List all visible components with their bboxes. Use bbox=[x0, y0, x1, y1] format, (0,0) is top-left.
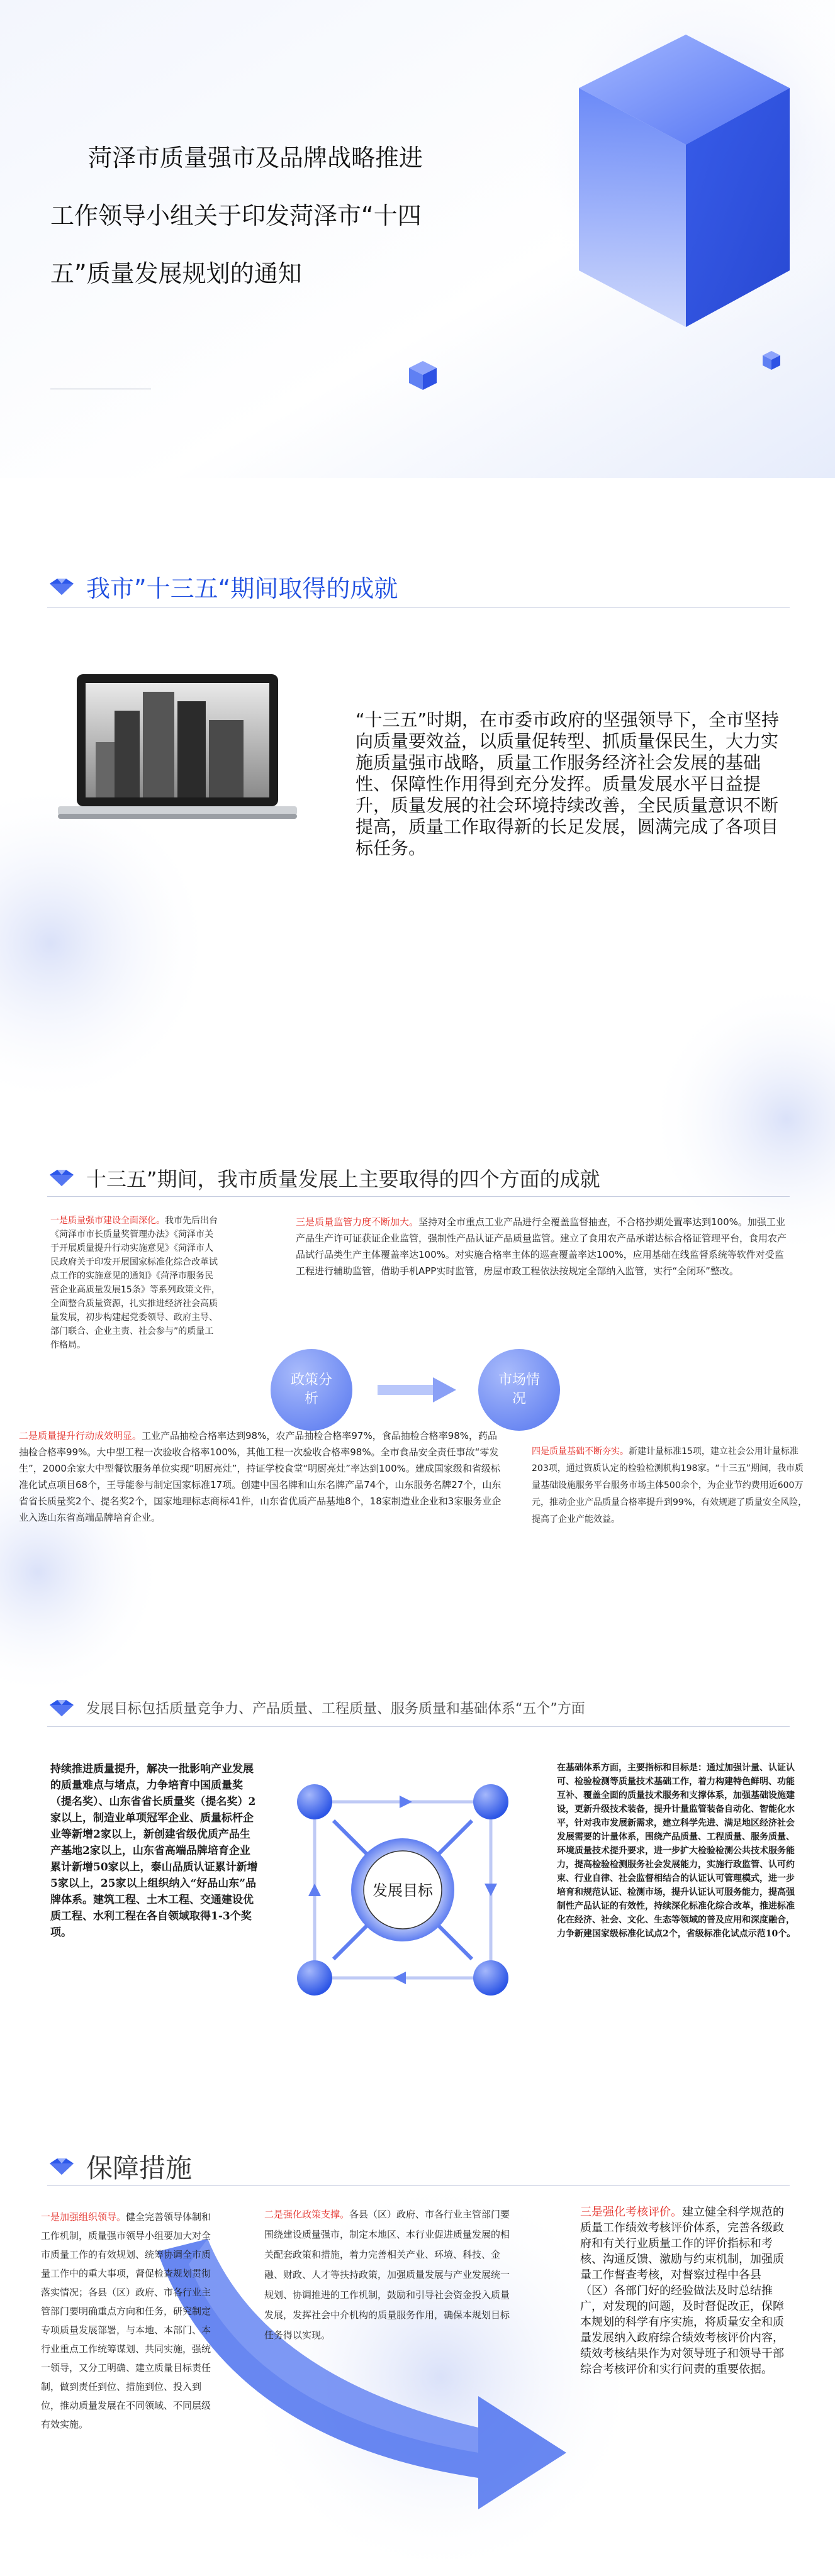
achievements-title: 我市”十三五“期间取得的成就 bbox=[86, 575, 398, 602]
page-title bbox=[50, 129, 503, 303]
diamond-icon bbox=[47, 1699, 76, 1718]
four-aspects-title: 十三五”期间，我市质量发展上主要取得的四个方面的成就 bbox=[86, 1167, 600, 1191]
guarantee-2-body: 各县（区）政府、市各行业主管部门要围绕建设质量强市，制定本地区、本行业促进质量发展的相关配套政策和措施，着力完善相关产业、环境、科技、金融、财政、人才等扶持政策，加强质量发展与产业发展统一规划、协调推进的工作机制，鼓励和引导社会资金投入质量发展，发挥社会中介机构的质量服务作用，确保本规划目标任务得以实现。 bbox=[264, 2209, 510, 2341]
four-aspects-header bbox=[47, 1163, 600, 1192]
aspect-1-lead: 一是质量强市建设全面深化。 bbox=[50, 1216, 165, 1226]
policy-analysis-circle bbox=[271, 1349, 352, 1431]
cube-illustration bbox=[579, 35, 790, 327]
right-arrow-icon bbox=[378, 1374, 459, 1406]
guarantee-col-1 bbox=[41, 2207, 214, 2434]
diamond-icon bbox=[47, 1169, 76, 1187]
five-goals-title: 发展目标包括质量竞争力、产品质量、工程质量、服务质量和基础体系“五个”方面 bbox=[86, 1701, 585, 1717]
guarantee-col-2 bbox=[264, 2204, 513, 2345]
aspect-item-4 bbox=[532, 1443, 809, 1528]
aspect-4-lead: 四是质量基础不断夯实。 bbox=[532, 1446, 629, 1457]
goals-center-label: 发展目标 bbox=[373, 1882, 433, 1899]
market-situation-label: 市场情况 bbox=[498, 1372, 540, 1407]
guarantee-rule bbox=[47, 2185, 790, 2186]
five-goals-left-text: 持续推进质量提升，解决一批影响产业发展的质量难点与堵点，力争培育中国质量奖（提名奖）、山东省省长质量奖（提名奖）2家以上，制造业单项冠军企业、质量标杆企业等新增2家以上，新创建省级优质产品生产基地2家以上，山东省高端品牌培育企业累计新增50家以上，泰山品质认证累计新增5家以上，25家以上组织纳入“好品山东”品牌体系。建筑工程、土木工程、交通建设优质工程、水利工程在各自领域取得1-3个奖项。 bbox=[50, 1763, 258, 1939]
guarantee-3-lead: 三是强化考核评价。 bbox=[580, 2206, 682, 2219]
five-goals-rule bbox=[47, 1726, 790, 1727]
achievements-header bbox=[47, 569, 398, 604]
achievements-rule bbox=[47, 607, 790, 608]
title-line-3: 五”质量发展规划的通知 bbox=[50, 260, 302, 287]
market-situation-circle bbox=[478, 1349, 560, 1431]
guarantee-3-body: 建立健全科学规范的质量工作绩效考核评价体系，完善各级政府和有关行业质量工作的评价指标和考核、沟通反馈、激励与约束机制，加强质量工作督查考核，对督察过程中各县（区）各部门好的经验做法及时总结推广，对发现的问题，及时督促改正，保障本规划的科学有序实施，将质量安全和质量发展纳入政府综合绩效考核评价内容，绩效考核结果作为对领导班子和领导干部综合考核评价和实行问责的重要依据。 bbox=[580, 2206, 784, 2376]
title-line-1: 菏泽市质量强市及品牌战略推进 bbox=[88, 144, 423, 172]
five-goals-header bbox=[47, 1698, 585, 1718]
guarantee-title: 保障措施 bbox=[86, 2153, 193, 2184]
aspect-item-1 bbox=[50, 1214, 220, 1352]
four-aspects-rule bbox=[47, 1196, 790, 1197]
aspect-item-2 bbox=[19, 1428, 503, 1526]
aspect-2-lead: 二是质量提升行动成效明显。 bbox=[19, 1430, 142, 1441]
guarantee-1-lead: 一是加强组织领导。 bbox=[41, 2211, 126, 2223]
aspect-item-3 bbox=[296, 1214, 790, 1279]
guarantee-header bbox=[47, 2148, 192, 2185]
laptop-image bbox=[58, 673, 297, 830]
guarantee-col-3 bbox=[580, 2204, 788, 2377]
diamond-icon bbox=[47, 577, 76, 596]
aspect-2-body: 工业产品抽检合格率达到98%，农产品抽检合格率97%，食品抽检合格率98%，药品抽检合格率99%。大中型工程一次验收合格率100%，其他工程一次验收合格率98%。全市食品安全责任事故“零发生”，2000余家大中型餐饮服务单位实现“明厨亮灶”，持证学校食堂“明厨亮灶”率达到100%。建成国家级和省级标准化试点项目68个，王导能参与制定国家标准17项。创建中国名牌和山东名牌产品74个，山东服务名牌27个，山东省省长质量奖2个、提名奖2个，国家地理标志商标41件，山东省优质产品基地8个，18家制造业企业和3家服务业企业入选山东省高端品牌培育企业。 bbox=[19, 1430, 502, 1523]
five-goals-right-text: 在基础体系方面，主要指标和目标是：通过加强计量、认证认可、检验检测等质量技术基础工作，着力构建特色鲜明、功能互补、覆盖全面的质量技术服务和支撑体系，加强基础设施建设，更新升级技术装备，提升计量监管装备自动化、智能化水平，针对我市发展新需求，建立科学先进、满足地区经济社会发展需要的计量体系，围绕产品质量、工程质量、服务质量、环境质量技术提升要求，进一步扩大检验检测公共技术服务能力，提高检验检测服务社会发展能力，实施行政监管、认可约束、行业自律、社会监督相结合的认证认可管理模式，进一步培育和规范认证、检测市场，提升认证认可服务能力，提高强制性产品认证的有效性，持续深化标准化综合改革，推进标准化在经济、社会、文化、生态等领域的普及应用和深度融合，力争新建国家级标准化试点2个，省级标准化试点示范10个。 bbox=[557, 1763, 796, 1939]
guarantee-1-body: 健全完善领导体制和工作机制，质量强市领导小组要加大对全市质量工作的有效规划、统筹协调全市质量工作中的重大事项，督促检查规划贯彻落实情况；各县（区）政府、市各行业主管部门要明确重点方向和任务，研究制定专项质量发展部署，与本地、本部门、本行业重点工作统筹谋划、共同实施，强统一领导，又分工明确、建立质量目标责任制，做到责任到位、措施到位、投入到位，推动质量发展在不同领域、不同层级有效实施。 bbox=[41, 2211, 211, 2430]
achievements-paragraph: “十三五”时期，在市委市政府的坚强领导下，全市坚持向质量要效益，以质量促转型、抓质量保民生，大力实施质量强市战略，质量工作服务经济社会发展的基础性、保障性作用得到充分发挥。质量发展水平日益提升，质量发展的社会环境持续改善，全民质量意识不断提高，质量工作取得新的长足发展，圆满完成了各项目标任务。 bbox=[356, 709, 780, 858]
diamond-icon bbox=[47, 2157, 76, 2176]
title-line-2: 工作领导小组关于印发菏泽市“十四 bbox=[50, 202, 422, 230]
aspect-3-body: 坚持对全市重点工业产品进行全覆盖监督抽查，不合格抄期处置率达到100%。加强工业产品生产许可证获证企业监管，强制性产品认证产品质量监管。建立了食用农产品承诺达标合格证管理平台，食用农产品试行品类生产主体覆盖率达100%。对实施合格率主体的巡查覆盖率达100%，应用基础在线监督系统等软件对受监工程进行辅助监管，借助手机APP实时监管，房屋市政工程依法按规定全部纳入监管，实行“全闭环”整改。 bbox=[296, 1216, 787, 1277]
aspect-1-body: 我市先后出台《菏泽市市长质量奖管理办法》《菏泽市关于开展质量提升行动实施意见》《菏泽市人民政府关于印发开展国家标准化综合改革试点工作的实施意见的通知》《菏泽市服务民营企业高质量发展15条》等系列政策文件，全面整合质量资源，扎实推进经济社会高质量发展，初步构建起党委领导、政府主导、部门联合、企业主责、社会参与”的质量工作格局。 bbox=[50, 1216, 220, 1350]
guarantee-2-lead: 二是强化政策支撑。 bbox=[264, 2209, 350, 2220]
aspect-4-body: 新建计量标准15项，建立社会公用计量标准203项，通过资质认定的检验检测机构198家。“十三五”期间，我市质量基础设施服务平台服务市场主体500余个，为企业节约费用近600万元，推动企业产品质量合格率提升到99%，有效规避了质量安全风险，提高了企业产能效益。 bbox=[532, 1446, 807, 1524]
policy-analysis-label: 政策分析 bbox=[290, 1372, 332, 1407]
aspect-3-lead: 三是质量监管力度不断加大。 bbox=[296, 1216, 419, 1228]
